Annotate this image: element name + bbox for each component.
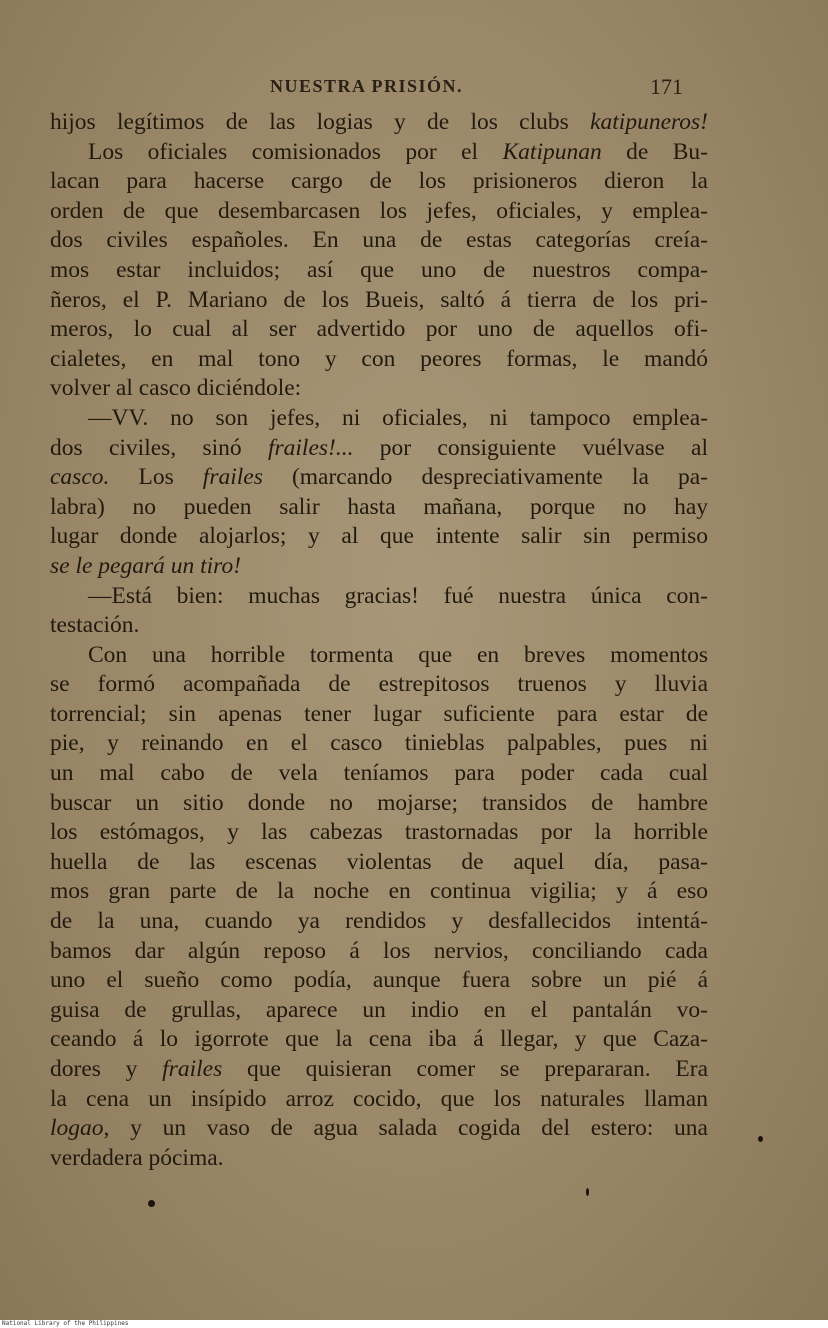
text-line — [50, 108, 708, 138]
italic-text: casco. — [50, 464, 110, 491]
italic-text: Katipunan — [502, 138, 602, 165]
text-line — [50, 996, 708, 1026]
page-number: 171 — [650, 74, 683, 99]
text-line — [50, 345, 708, 375]
line-text: volver al casco diciéndole: — [50, 375, 302, 402]
line-text: se formó acompañada de estrepitosos truenos y lluvia — [50, 671, 708, 698]
line-text: ceando á lo igorrote que la cena iba á llegar, y que Caza- — [50, 1026, 708, 1053]
ink-speck — [586, 1188, 589, 1196]
text-line — [50, 286, 708, 316]
text-line — [50, 1114, 708, 1144]
line-text: pie, y reinando en el casco tinieblas palpables, pues ni — [50, 730, 708, 757]
line-text: huella de las escenas violentas de aquel día, pasa- — [50, 848, 708, 875]
line-text: Con una horrible tormenta que en breves momentos — [88, 641, 708, 668]
line-text: por consiguiente vuélvase al — [353, 434, 708, 461]
text-line — [50, 789, 708, 819]
italic-text: se le pegará un tiro! — [50, 552, 242, 579]
text-line — [50, 434, 708, 464]
line-text: —VV. no son jefes, ni oficiales, ni tampoco emplea- — [88, 404, 708, 431]
text-line — [50, 818, 708, 848]
text-line — [50, 493, 708, 523]
text-line — [50, 907, 708, 937]
line-text: ñeros, el P. Mariano de los Bueis, saltó á tierra de los pri- — [50, 286, 708, 313]
italic-text: katipuneros! — [590, 109, 708, 135]
text-line — [50, 522, 708, 552]
text-line — [50, 226, 708, 256]
italic-text: frailes — [162, 1056, 223, 1082]
line-text: orden de que desembarcasen los jefes, oficiales, y emplea- — [50, 197, 708, 224]
text-line — [50, 1085, 708, 1115]
text-line — [50, 315, 708, 345]
line-text: de Bu- — [601, 138, 708, 165]
line-text: bamos dar algún reposo á los nervios, conciliando cada — [50, 937, 708, 964]
library-credit: National Library of the Philippines — [0, 1320, 828, 1328]
line-text: (marcando despreciativamente la pa- — [262, 464, 708, 491]
line-text: Los oficiales comisionados por el — [88, 138, 503, 165]
line-text: guisa de grullas, aparece un indio en el pantalán vo- — [50, 996, 708, 1023]
line-text: los estómagos, y las cabezas trastornadas por la horrible — [50, 819, 708, 846]
line-text: lugar donde alojarlos; y al que intente salir sin permiso — [50, 523, 708, 550]
text-line — [50, 1144, 708, 1174]
line-text: Los — [109, 464, 203, 491]
line-text: , y un vaso de agua salada cogida del estero: una — [103, 1115, 708, 1142]
line-text: hijos legítimos de las logias y de los clubs — [50, 109, 591, 135]
text-line — [50, 552, 708, 582]
italic-text: frailes — [202, 464, 263, 491]
running-head-title: NUESTRA PRISIÓN. — [270, 76, 464, 96]
text-line — [50, 966, 708, 996]
line-text: que quisieran comer se prepararan. Era — [222, 1056, 709, 1082]
text-line — [50, 256, 708, 286]
text-line — [50, 729, 708, 759]
line-text: cialetes, en mal tono y con peores formas, le mandó — [50, 345, 708, 372]
text-line — [50, 138, 708, 168]
text-line — [50, 670, 708, 700]
line-text: dores y — [50, 1056, 163, 1082]
line-text: mos estar incluidos; así que uno de nuestros compa- — [50, 256, 708, 283]
line-text: torrencial; sin apenas tener lugar suficiente para estar de — [50, 700, 708, 727]
running-head — [0, 76, 828, 106]
text-line — [50, 1055, 708, 1085]
line-text: verdadera pócima. — [50, 1144, 224, 1171]
text-line — [50, 937, 708, 967]
italic-text: logao — [50, 1115, 104, 1142]
text-line — [50, 374, 708, 404]
text-line — [50, 197, 708, 227]
text-line — [50, 700, 708, 730]
body-text — [50, 108, 708, 1173]
line-text: un mal cabo de vela teníamos para poder cada cual — [50, 760, 708, 787]
text-line — [50, 641, 708, 671]
line-text: lacan para hacerse cargo de los prisioneros dieron la — [50, 168, 708, 195]
text-line — [50, 404, 708, 434]
line-text: de la una, cuando ya rendidos y desfallecidos intentá- — [50, 908, 708, 935]
line-text: buscar un sitio donde no mojarse; transidos de hambre — [50, 789, 708, 816]
italic-text: frailes!... — [267, 434, 354, 461]
line-text: uno el sueño como podía, aunque fuera sobre un pié á — [50, 967, 708, 994]
ink-speck — [758, 1136, 763, 1142]
line-text: meros, lo cual al ser advertido por uno de aquellos ofi- — [50, 316, 708, 343]
line-text: testación. — [50, 612, 140, 639]
text-line — [50, 877, 708, 907]
text-line — [50, 582, 708, 612]
line-text: labra) no pueden salir hasta mañana, porque no hay — [50, 493, 708, 520]
line-text: dos civiles españoles. En una de estas categorías creía- — [50, 227, 708, 254]
line-text: —Está bien: muchas gracias! fué nuestra única con- — [88, 582, 708, 609]
line-text: dos civiles, sinó — [50, 434, 268, 461]
ink-speck — [148, 1200, 155, 1207]
text-line — [50, 167, 708, 197]
text-line — [50, 1025, 708, 1055]
text-line — [50, 611, 708, 641]
text-line — [50, 463, 708, 493]
text-line — [50, 759, 708, 789]
line-text: la cena un insípido arroz cocido, que los naturales llaman — [50, 1085, 708, 1112]
text-line — [50, 848, 708, 878]
line-text: mos gran parte de la noche en continua vigilia; y á eso — [50, 878, 708, 905]
